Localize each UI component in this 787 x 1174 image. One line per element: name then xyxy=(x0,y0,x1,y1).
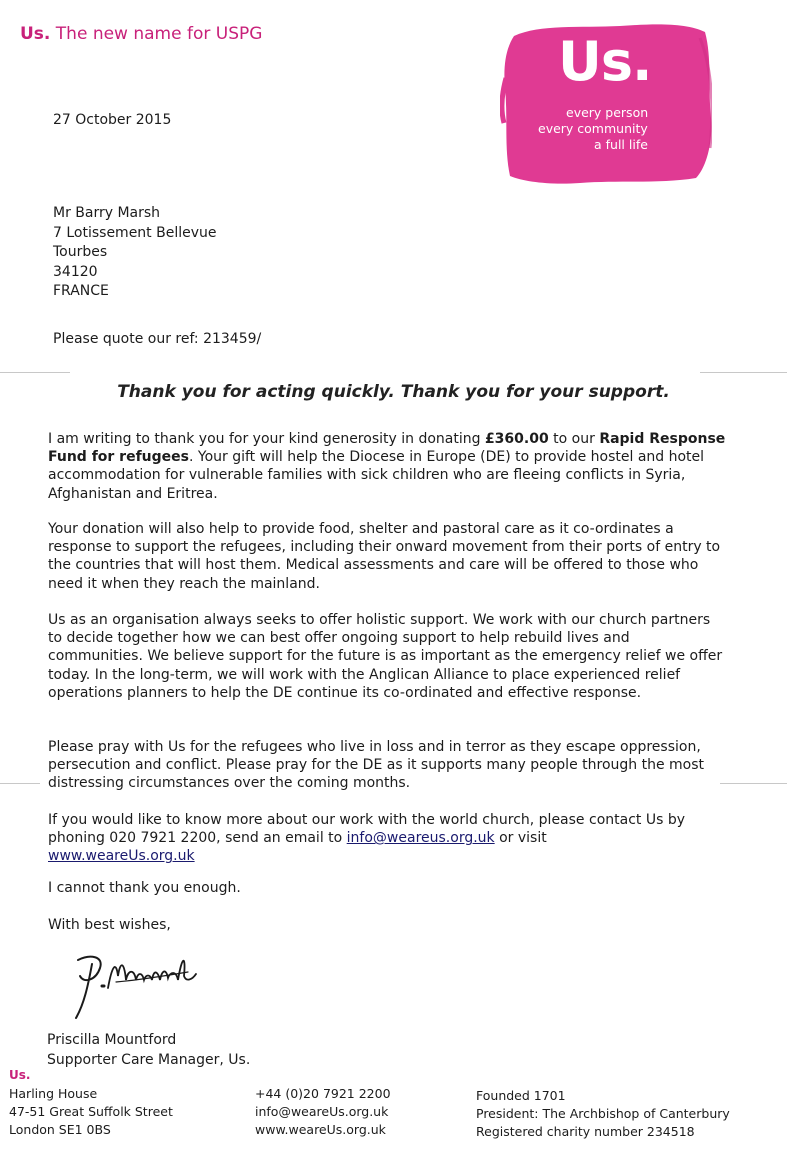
p1-text-b: to our xyxy=(548,431,600,447)
paragraph-4: Please pray with Us for the refugees who live in loss and in terror as they escape oppression, persecution and conflict. Please pray for the DE as it supports many people through the most distressing circumstances over the coming months. xyxy=(48,739,705,792)
footer-address-line: London SE1 0BS xyxy=(9,1122,111,1137)
letter-headline: Thank you for acting quickly. Thank you for your support. xyxy=(117,382,670,402)
address-line: FRANCE xyxy=(53,283,109,299)
paragraph-5 xyxy=(48,811,728,866)
footer-website[interactable]: www.weareUs.org.uk xyxy=(255,1122,386,1137)
handwritten-signature xyxy=(60,946,210,1026)
paragraph-2: Your donation will also help to provide food, shelter and pastoral care as it co-ordinates a response to support the refugees, including their onward movement from their ports of entry to the countries that will host them. Medical assessments and care will be offered to those who need it when they reach the mainland. xyxy=(48,521,721,592)
website-link[interactable]: www.weareUs.org.uk xyxy=(48,848,195,865)
address-line: 7 Lotissement Bellevue xyxy=(53,224,217,241)
donation-amount: £360.00 xyxy=(484,431,549,447)
scan-fold-line xyxy=(700,372,787,373)
footer-info xyxy=(476,1087,730,1141)
email-link[interactable]: info@weareus.org.uk xyxy=(346,830,495,847)
footer-brand: Us. xyxy=(9,1068,31,1082)
logo-line-3: a full life xyxy=(594,137,648,152)
footer-phone: +44 (0)20 7921 2200 xyxy=(255,1086,391,1101)
signer-title: Supporter Care Manager, Us. xyxy=(47,1051,251,1068)
footer-address-line: 47-51 Great Suffolk Street xyxy=(9,1104,173,1119)
signer-name: Priscilla Mountford xyxy=(47,1032,177,1048)
header-tagline xyxy=(20,24,262,44)
scan-fold-line xyxy=(720,783,787,784)
footer-president: President: The Archbishop of Canterbury xyxy=(476,1106,730,1121)
logo-word: Us. xyxy=(558,30,652,93)
footer-address-line: Harling House xyxy=(9,1086,98,1101)
p5-text-b: or visit xyxy=(494,830,547,847)
p1-text-a: I am writing to thank you for your kind generosity in donating xyxy=(48,431,485,447)
footer-contact xyxy=(255,1085,391,1139)
logo-line-1: every person xyxy=(566,105,649,120)
reference-line: Please quote our ref: 213459/ xyxy=(53,331,262,347)
footer-address xyxy=(9,1085,173,1139)
scan-fold-line xyxy=(0,372,70,373)
address-line: Mr Barry Marsh xyxy=(53,205,161,221)
address-line: 34120 xyxy=(53,263,98,280)
scan-fold-line xyxy=(0,783,40,784)
logo-line-2: every community xyxy=(538,121,648,136)
paragraph-3: Us as an organisation always seeks to offer holistic support. We work with our church partners to decide together how we can best offer ongoing support to help rebuild lives and communities. We believe support for the future is as important as the emergency relief we offer today. In the long-term, we will work with the Anglican Alliance to place experienced relief operations planners to help the DE continue its co-ordinated and effective response. xyxy=(48,612,723,701)
header-brand: Us. xyxy=(20,24,51,44)
p1-text-c: . Your gift will help the Diocese in Europe (DE) to provide hostel and hotel accommodation for vulnerable families with sick children who are fleeing conflicts in Syria, Afghanistan and Eritrea. xyxy=(48,449,705,502)
thanks-line: I cannot thank you enough. xyxy=(48,880,241,896)
footer-founded: Founded 1701 xyxy=(476,1088,566,1103)
address-line: Tourbes xyxy=(53,244,108,260)
signer-block xyxy=(47,1031,250,1070)
p5-text-a: If you would like to know more about our work with the world church, please contact Us by phoning 020 7921 2200, send an email to xyxy=(48,812,685,847)
closing-line: With best wishes, xyxy=(48,917,171,933)
header-tagline-text: The new name for USPG xyxy=(55,24,263,44)
paragraph-1 xyxy=(48,430,728,503)
footer-email[interactable]: info@weareUs.org.uk xyxy=(255,1104,389,1119)
recipient-address xyxy=(53,204,217,302)
fund-name: Rapid Response Fund for refugees xyxy=(48,431,726,466)
footer-charity-number: Registered charity number 234518 xyxy=(476,1124,695,1139)
us-logo xyxy=(500,18,712,186)
letter-date: 27 October 2015 xyxy=(53,112,172,128)
